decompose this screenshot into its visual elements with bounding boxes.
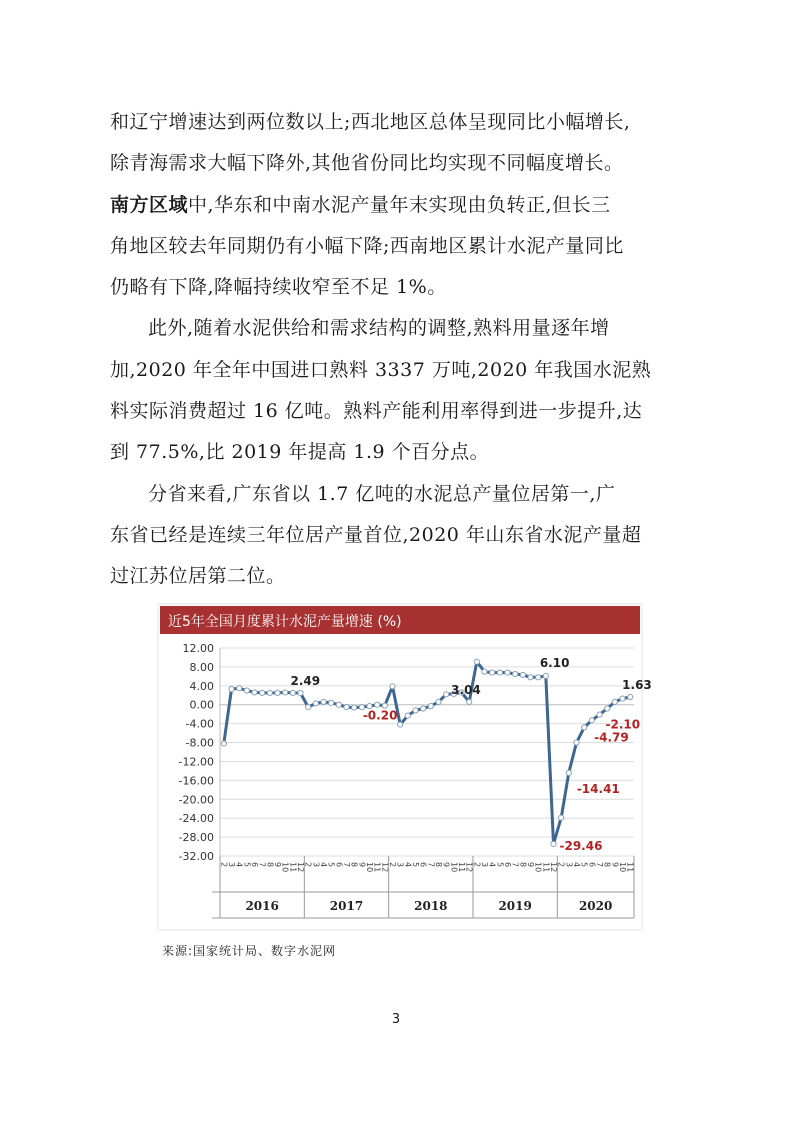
x-tick-label: 2 xyxy=(388,862,397,868)
data-point xyxy=(336,702,341,707)
x-tick-label: 4 xyxy=(234,862,244,868)
p3-line3: 料实际消费超过 16 亿吨。熟料产能利用率得到进一步提升,达 xyxy=(110,400,643,422)
data-label: -4.79 xyxy=(594,730,629,745)
data-point xyxy=(260,690,265,695)
source-note: 来源:国家统计局、数字水泥网 xyxy=(162,944,337,958)
p2-line1 xyxy=(110,190,611,217)
x-tick-label: 9 xyxy=(357,862,367,868)
x-tick-label: 9 xyxy=(526,862,535,868)
x-tick-label: 3 xyxy=(395,862,405,868)
x-tick-label: 8 xyxy=(602,862,612,868)
x-tick-label: 2 xyxy=(219,862,229,868)
x-tick-label: 2 xyxy=(556,862,566,868)
x-tick-label: 4 xyxy=(487,862,497,868)
x-tick-label: 12 xyxy=(296,862,305,873)
x-tick-label: 9 xyxy=(610,862,620,868)
data-point xyxy=(536,675,541,680)
x-tick-label: 8 xyxy=(349,862,359,868)
data-point xyxy=(290,690,295,695)
data-point xyxy=(283,690,288,695)
data-point xyxy=(229,687,234,692)
data-label: -2.10 xyxy=(605,717,641,732)
data-point xyxy=(306,704,311,709)
data-point xyxy=(482,669,487,674)
data-point xyxy=(321,699,326,704)
y-tick-label: -16.00 xyxy=(178,774,214,788)
data-label: -0.20 xyxy=(362,708,398,723)
data-point xyxy=(390,684,395,689)
data-point xyxy=(528,675,533,680)
data-point xyxy=(589,718,594,723)
x-tick-label: 9 xyxy=(273,862,282,868)
p2-line1-rest: 中,华东和中南水泥产量年末实现由负转正,但长三 xyxy=(188,194,611,216)
x-tick-label: 11 xyxy=(625,862,635,873)
y-tick-label: 12.00 xyxy=(182,642,214,655)
data-point xyxy=(398,722,403,727)
year-label: 2019 xyxy=(498,899,532,913)
x-tick-label: 12 xyxy=(464,862,474,873)
data-point xyxy=(620,696,625,701)
data-point xyxy=(582,725,587,730)
chart-title: 近5年全国月度累计水泥产量增速 (%) xyxy=(168,614,402,630)
p4-line1: 分省来看,广东省以 1.7 亿吨的水泥总产量位居第一,广 xyxy=(148,483,616,505)
x-tick-label: 4 xyxy=(403,862,413,868)
data-point xyxy=(605,706,610,711)
data-point xyxy=(551,841,556,846)
data-point xyxy=(566,770,571,775)
x-tick-label: 3 xyxy=(480,862,489,868)
p2-line3: 仍略有下降,降幅持续收窄至不足 1%。 xyxy=(110,276,447,298)
chart-svg xyxy=(158,604,652,930)
p2-line2: 角地区较去年同期仍有小幅下降;西南地区累计水泥产量同比 xyxy=(110,235,624,257)
data-point xyxy=(413,708,418,713)
year-label: 2020 xyxy=(578,899,613,913)
x-tick-label: 12 xyxy=(549,862,558,873)
y-tick-label: -32.00 xyxy=(178,850,214,863)
x-tick-label: 9 xyxy=(441,862,451,868)
x-tick-label: 7 xyxy=(257,862,267,868)
year-label: 2017 xyxy=(329,899,364,913)
x-tick-label: 6 xyxy=(418,862,428,868)
x-tick-label: 10 xyxy=(618,862,627,873)
data-point xyxy=(628,694,633,699)
data-point xyxy=(497,670,502,675)
p3-line4: 到 77.5%,比 2019 年提高 1.9 个百分点。 xyxy=(110,441,490,463)
y-tick-label: 8.00 xyxy=(189,660,214,674)
data-point xyxy=(375,702,380,707)
p1-line1: 和辽宁增速达到两位数以上;西北地区总体呈现同比小幅增长, xyxy=(110,111,631,133)
data-point xyxy=(612,699,617,704)
x-tick-label: 4 xyxy=(572,862,581,868)
y-tick-label: -20.00 xyxy=(178,793,214,807)
data-point xyxy=(428,704,433,709)
x-tick-label: 7 xyxy=(342,862,351,868)
y-tick-label: -8.00 xyxy=(185,736,214,750)
data-point xyxy=(275,690,280,695)
data-point xyxy=(244,688,249,693)
x-tick-label: 4 xyxy=(319,862,328,868)
x-tick-label: 8 xyxy=(518,862,528,868)
data-point xyxy=(513,671,518,676)
x-tick-label: 8 xyxy=(265,862,275,868)
data-point xyxy=(444,692,449,697)
x-tick-label: 10 xyxy=(365,862,374,873)
data-point xyxy=(559,815,564,820)
page-number: 3 xyxy=(391,1012,401,1027)
y-tick-label: 4.00 xyxy=(189,679,214,693)
data-label: -29.46 xyxy=(559,838,603,853)
data-point xyxy=(237,686,242,691)
x-tick-label: 5 xyxy=(326,862,336,868)
data-point xyxy=(329,700,334,705)
x-tick-label: 7 xyxy=(426,862,436,868)
data-point xyxy=(520,672,525,677)
x-tick-label: 3 xyxy=(564,862,574,868)
y-tick-label: -28.00 xyxy=(178,831,214,845)
x-tick-label: 11 xyxy=(372,862,382,873)
x-tick-label: 10 xyxy=(280,862,290,873)
x-tick-label: 6 xyxy=(503,862,512,868)
data-point xyxy=(252,690,257,695)
data-point xyxy=(505,670,510,675)
y-tick-label: 0.00 xyxy=(189,698,214,712)
data-point xyxy=(313,701,318,706)
data-point xyxy=(474,659,479,664)
data-point xyxy=(298,690,303,695)
x-tick-label: 6 xyxy=(334,862,344,868)
x-tick-label: 11 xyxy=(288,862,298,873)
year-label: 2018 xyxy=(414,899,448,913)
x-tick-label: 6 xyxy=(587,862,597,868)
x-tick-label: 5 xyxy=(579,862,589,868)
data-point xyxy=(421,706,426,711)
x-tick-label: 3 xyxy=(227,862,236,868)
data-point xyxy=(436,699,441,704)
data-label: 6.10 xyxy=(539,655,570,670)
p4-line3: 过江苏位居第二位。 xyxy=(110,565,286,587)
data-label: 3.04 xyxy=(451,682,481,697)
data-point xyxy=(597,712,602,717)
data-point xyxy=(382,703,387,708)
x-tick-label: 11 xyxy=(541,862,551,873)
p2-bold-term: 南方区域 xyxy=(110,194,189,216)
x-tick-label: 2 xyxy=(472,862,482,868)
p3-line1: 此外,随着水泥供给和需求结构的调整,熟料用量逐年增 xyxy=(148,317,610,339)
x-tick-label: 5 xyxy=(495,862,505,868)
data-label: 2.49 xyxy=(290,673,321,688)
data-point xyxy=(352,705,357,710)
x-tick-label: 5 xyxy=(411,862,420,868)
x-tick-label: 2 xyxy=(303,862,313,868)
x-tick-label: 11 xyxy=(457,862,466,873)
data-label: -14.41 xyxy=(576,781,620,796)
year-label: 2016 xyxy=(245,899,279,913)
x-tick-label: 10 xyxy=(449,862,459,873)
p4-line2: 东省已经是连续三年位居产量首位,2020 年山东省水泥产量超 xyxy=(110,524,642,546)
data-point xyxy=(221,741,226,746)
x-tick-label: 7 xyxy=(510,862,520,868)
x-tick-label: 12 xyxy=(380,862,390,873)
x-tick-label: 3 xyxy=(311,862,321,868)
x-tick-label: 10 xyxy=(533,862,543,873)
p3-line2: 加,2020 年全年中国进口熟料 3337 万吨,2020 年我国水泥熟 xyxy=(110,359,652,381)
y-tick-label: -4.00 xyxy=(185,717,214,731)
x-tick-label: 8 xyxy=(434,862,443,868)
y-tick-label: -24.00 xyxy=(178,812,214,826)
data-point xyxy=(405,713,410,718)
data-point xyxy=(490,670,495,675)
x-tick-label: 5 xyxy=(242,862,252,868)
data-point xyxy=(467,699,472,704)
data-point xyxy=(344,704,349,709)
data-label: 1.63 xyxy=(622,678,652,693)
x-tick-label: 7 xyxy=(595,862,604,868)
data-point xyxy=(574,740,579,745)
cement-growth-chart xyxy=(158,604,652,930)
x-tick-label: 6 xyxy=(250,862,259,868)
data-point xyxy=(543,673,548,678)
y-tick-label: -12.00 xyxy=(178,755,214,769)
data-point xyxy=(267,690,272,695)
p1-line2: 除青海需求大幅下降外,其他省份同比均实现不同幅度增长。 xyxy=(110,152,624,174)
